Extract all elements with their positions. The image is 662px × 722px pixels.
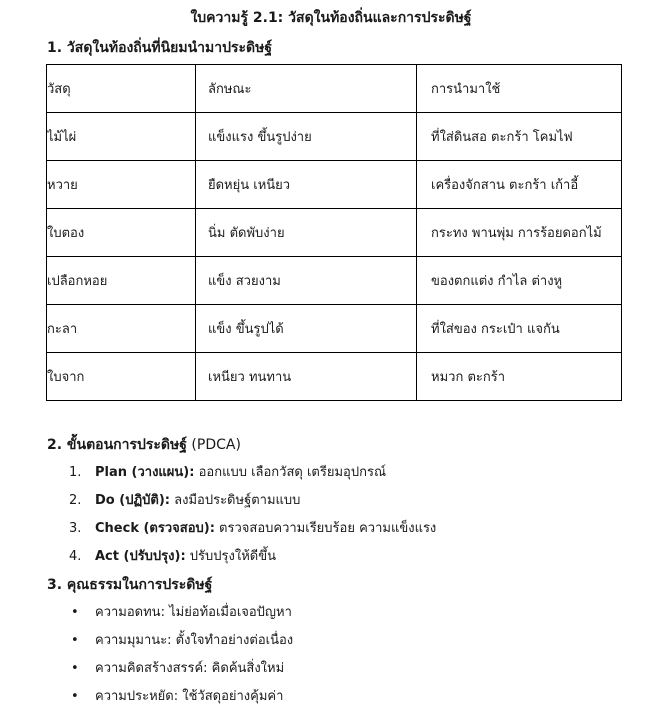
cell-usage: ที่ใส่ของ กระเป๋า แจกัน — [417, 305, 622, 353]
section-1-heading: 1. วัสดุในท้องถิ่นที่นิยมนำมาประดิษฐ์ — [47, 40, 273, 56]
section-2-heading-bold: 2. ขั้นตอนการประดิษฐ์ — [47, 437, 187, 453]
step-description: ออกแบบ เลือกวัสดุ เตรียมอุปกรณ์ — [194, 465, 387, 480]
table-row — [47, 161, 622, 209]
step-description: ลงมือประดิษฐ์ตามแบบ — [170, 493, 301, 508]
step-term: Do (ปฏิบัติ): — [95, 493, 171, 508]
virtue-text: ความอดทน: ไม่ย่อท้อเมื่อเจอปัญหา — [95, 605, 292, 620]
cell-usage: เครื่องจักสาน ตะกร้า เก้าอี้ — [417, 161, 622, 209]
header-material: วัสดุ — [47, 65, 196, 113]
table-row — [47, 113, 622, 161]
section-3-heading: 3. คุณธรรมในการประดิษฐ์ — [47, 577, 213, 593]
step-number: 2. — [69, 493, 82, 508]
cell-material: กะลา — [47, 305, 196, 353]
virtue-text: ความคิดสร้างสรรค์: คิดค้นสิ่งใหม่ — [95, 661, 285, 676]
step-text — [95, 491, 300, 511]
section-2-heading-suffix: (PDCA) — [186, 437, 241, 453]
cell-characteristics: แข็งแรง ขึ้นรูปง่าย — [196, 113, 417, 161]
bullet-icon: • — [71, 689, 79, 704]
table-row — [47, 305, 622, 353]
cell-usage: ที่ใส่ดินสอ ตะกร้า โคมไฟ — [417, 113, 622, 161]
step-description: ปรับปรุงให้ดีขึ้น — [185, 549, 277, 564]
step-term: Check (ตรวจสอบ): — [95, 521, 215, 536]
cell-material: เปลือกหอย — [47, 257, 196, 305]
table-row — [47, 257, 622, 305]
step-number: 4. — [69, 549, 82, 564]
cell-material: ไม้ไผ่ — [47, 113, 196, 161]
step-description: ตรวจสอบความเรียบร้อย ความแข็งแรง — [214, 521, 437, 536]
step-number: 1. — [69, 465, 82, 480]
cell-material: ใบจาก — [47, 353, 196, 401]
bullet-icon: • — [71, 661, 79, 676]
document-title: ใบความรู้ 2.1: วัสดุในท้องถิ่นและการประดิษฐ์ — [190, 10, 472, 26]
cell-material: หวาย — [47, 161, 196, 209]
cell-characteristics: แข็ง ขึ้นรูปได้ — [196, 305, 417, 353]
cell-characteristics: นิ่ม ตัดพับง่าย — [196, 209, 417, 257]
step-text — [95, 519, 436, 539]
table-row — [47, 353, 622, 401]
section-2-heading — [47, 435, 241, 455]
cell-usage: หมวก ตะกร้า — [417, 353, 622, 401]
bullet-icon: • — [71, 605, 79, 620]
step-term: Plan (วางแผน): — [95, 465, 195, 480]
cell-characteristics: ยืดหยุ่น เหนียว — [196, 161, 417, 209]
header-characteristics: ลักษณะ — [196, 65, 417, 113]
cell-usage: กระทง พานพุ่ม การร้อยดอกไม้ — [417, 209, 622, 257]
cell-usage: ของตกแต่ง กำไล ต่างหู — [417, 257, 622, 305]
bullet-icon: • — [71, 633, 79, 648]
table-header-row — [47, 65, 622, 113]
step-text — [95, 547, 276, 567]
cell-characteristics: แข็ง สวยงาม — [196, 257, 417, 305]
materials-table — [46, 64, 622, 401]
step-number: 3. — [69, 521, 82, 536]
header-usage: การนำมาใช้ — [417, 65, 622, 113]
step-text — [95, 463, 386, 483]
table-row — [47, 209, 622, 257]
step-term: Act (ปรับปรุง): — [95, 549, 186, 564]
cell-characteristics: เหนียว ทนทาน — [196, 353, 417, 401]
virtue-text: ความมุมานะ: ตั้งใจทำอย่างต่อเนื่อง — [95, 633, 294, 648]
virtue-text: ความประหยัด: ใช้วัสดุอย่างคุ้มค่า — [95, 689, 284, 704]
cell-material: ใบตอง — [47, 209, 196, 257]
